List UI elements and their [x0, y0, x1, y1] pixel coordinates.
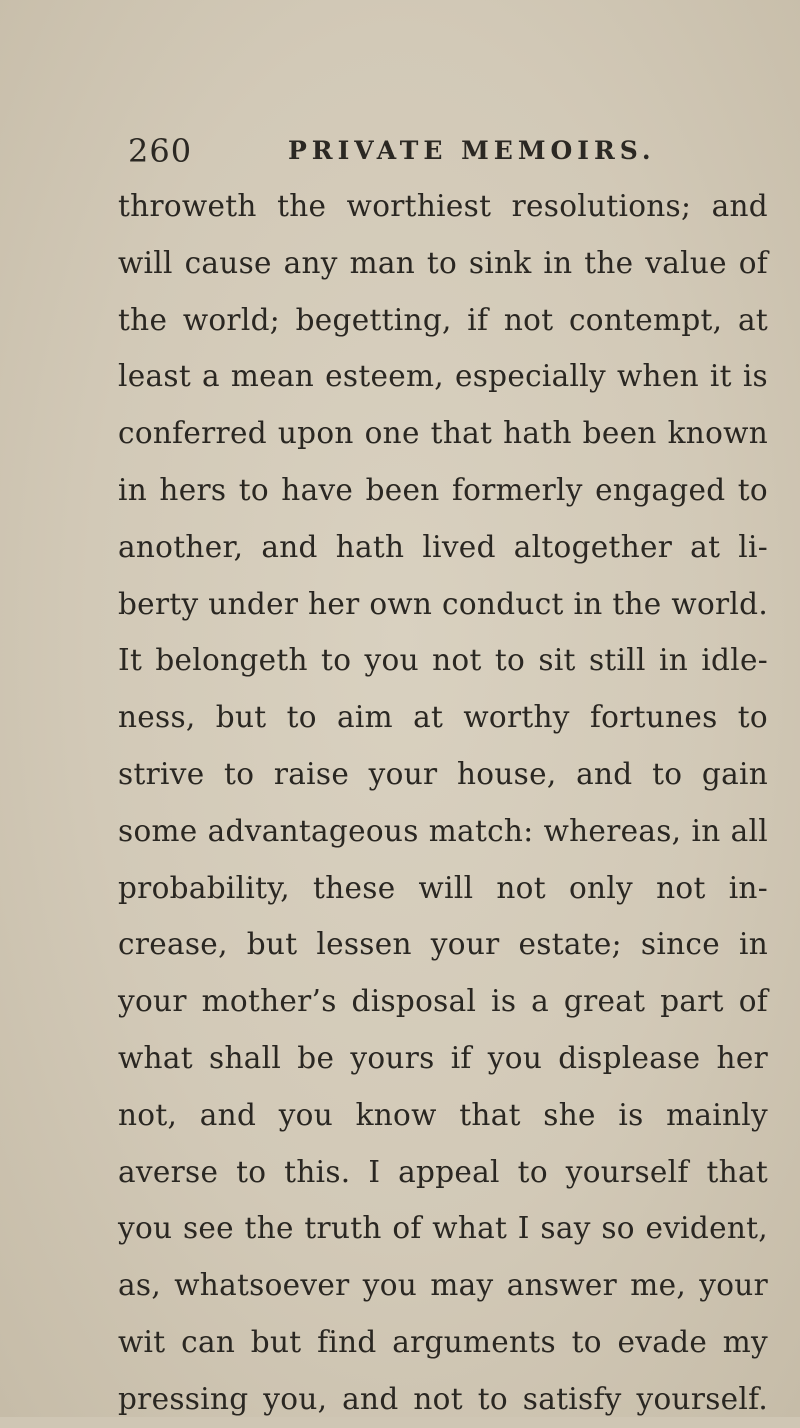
page-number: 260 — [128, 132, 193, 170]
text-line: berty under her own conduct in the world. — [118, 586, 768, 621]
text-line: in hers to have been formerly engaged to — [118, 472, 768, 507]
text-line: the world; begetting, if not contempt, at — [118, 302, 768, 337]
text-line: another, and hath lived altogether at li- — [118, 529, 768, 564]
text-line: crease, but lessen your estate; since in — [118, 927, 768, 962]
page-header — [128, 128, 688, 178]
text-line: strive to raise your house, and to gain — [118, 756, 768, 791]
text-line: wit can but find arguments to evade my — [118, 1324, 768, 1359]
text-line: your mother’s disposal is a great part of — [118, 984, 768, 1019]
text-line: It belongeth to you not to sit still in idle- — [118, 643, 768, 678]
text-line: some advantageous match: whereas, in all — [118, 813, 768, 848]
text-line: conferred upon one that hath been known — [118, 416, 768, 451]
text-line: will cause any man to sink in the value of — [118, 245, 768, 280]
text-line: you see the truth of what I say so evident, — [118, 1211, 768, 1246]
text-line: probability, these will not only not in- — [118, 870, 768, 905]
text-line: as, whatsoever you may answer me, your — [118, 1268, 768, 1303]
text-line: what shall be yours if you displease her — [118, 1040, 768, 1075]
text-line: averse to this. I appeal to yourself that — [118, 1154, 768, 1189]
text-line: least a mean esteem, especially when it is — [118, 359, 768, 394]
text-line: throweth the worthiest resolutions; and — [118, 189, 768, 223]
body-text — [118, 178, 768, 1428]
text-line: pressing you, and not to satisfy yourself. — [118, 1381, 768, 1416]
running-head: PRIVATE MEMOIRS. — [288, 136, 656, 165]
text-line: not, and you know that she is mainly — [118, 1097, 768, 1132]
text-line: ness, but to aim at worthy fortunes to — [118, 700, 768, 735]
